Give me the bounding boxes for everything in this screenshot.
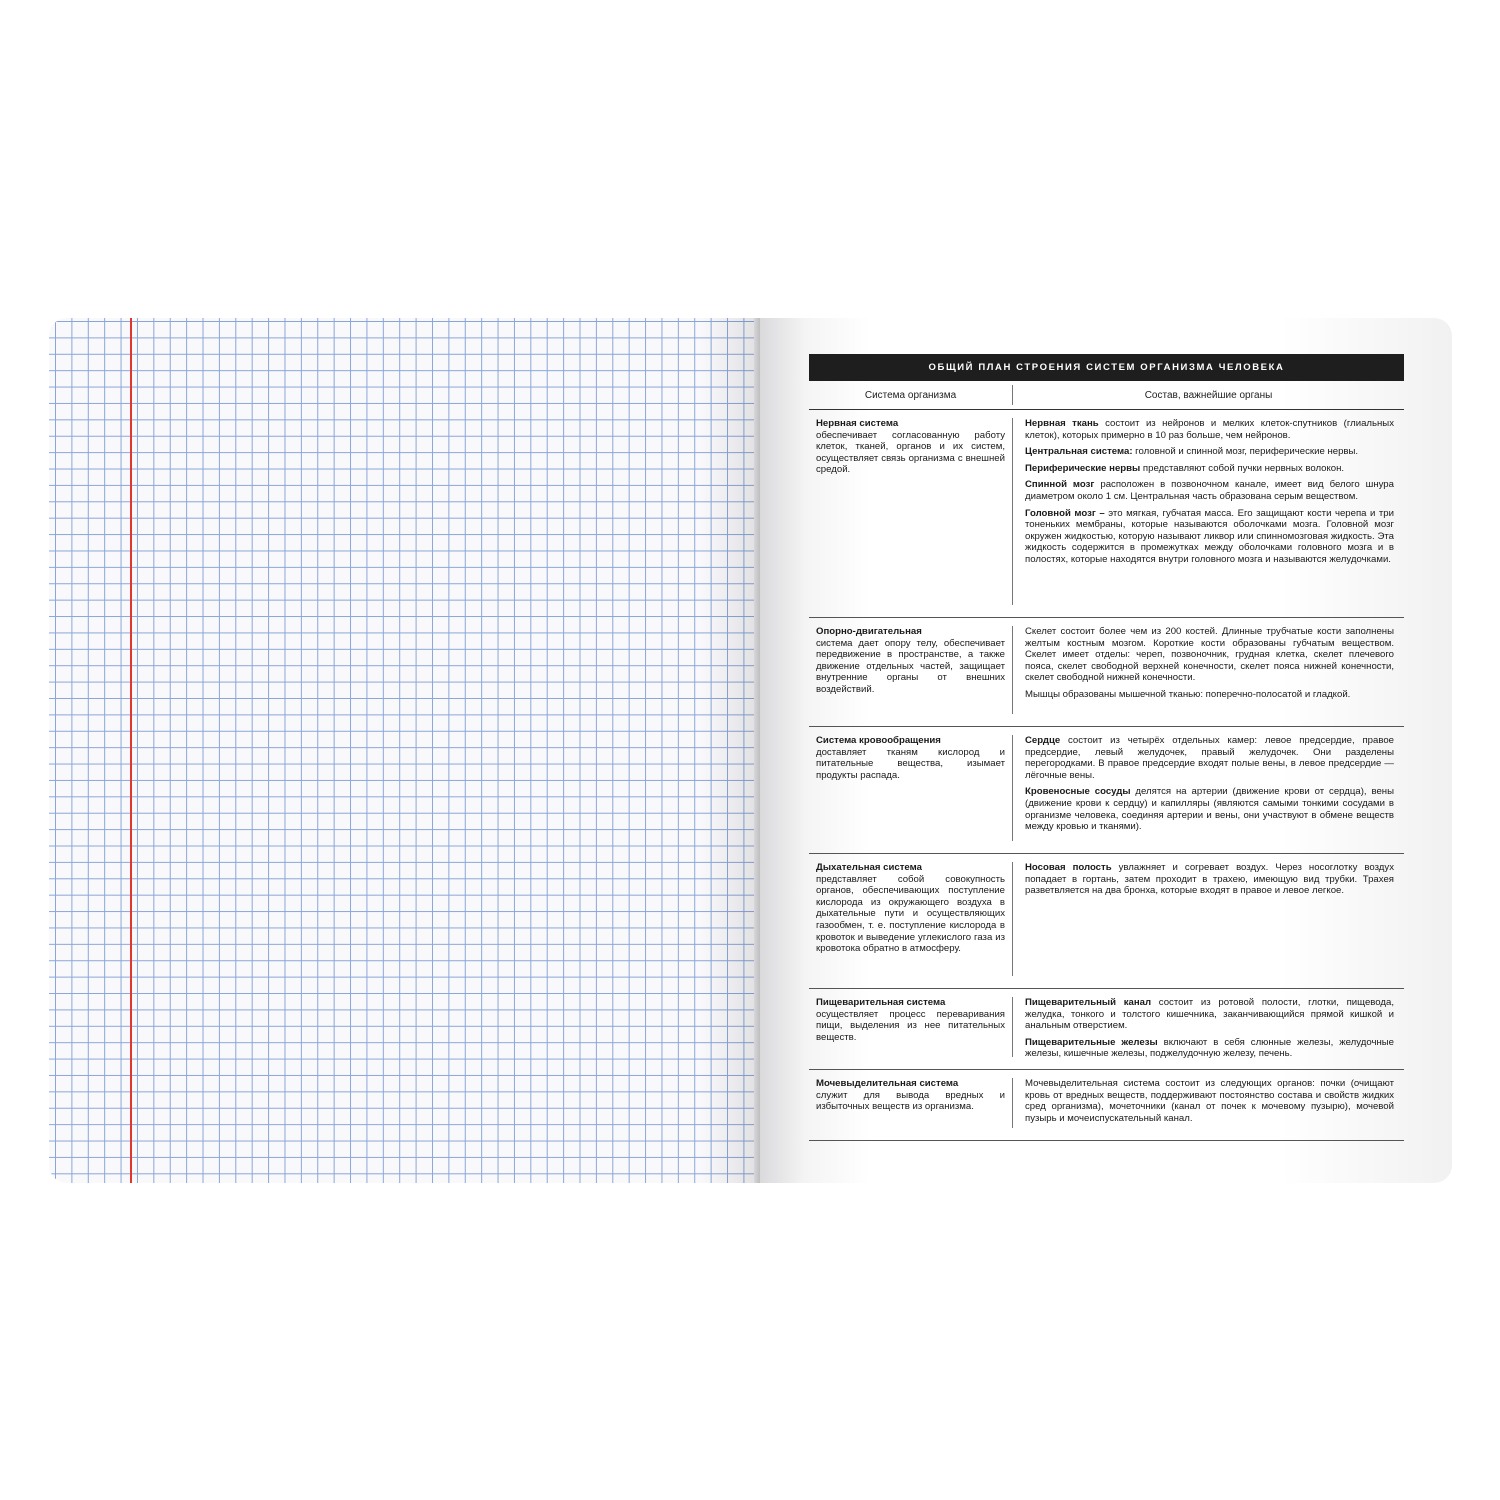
organ-text: головной и спинной мозг, периферические нервы. [1132, 446, 1359, 458]
organ-term: Периферические нервы [1025, 462, 1141, 474]
table-row [809, 727, 1404, 854]
organ-text: увлажняет и согревает воздух. Через носоглотку воздух попадает в гортань, затем проходит в трахею, имеющую вид трубки. Трахея разветвляется на два бронха, которые входят в правое и левое легкое. [1025, 862, 1395, 897]
organ-term: Сердце [1025, 735, 1061, 746]
system-name: Мочевыделительная система [816, 1078, 959, 1089]
system-cell [809, 1070, 1012, 1140]
system-description: обеспечивает согласованную работу клеток, тканей, органов и их систем, осуществляет связь организма с внешней средой. [816, 429, 1005, 476]
organ-term: Спинной мозг [1025, 479, 1095, 491]
composition-cell [1013, 410, 1404, 617]
composition-cell [1013, 854, 1404, 988]
composition-paragraph [1025, 626, 1394, 684]
composition-paragraph [1025, 862, 1394, 897]
composition-paragraph [1025, 786, 1394, 832]
composition-paragraph [1025, 997, 1394, 1032]
system-description: система дает опору телу, обеспечивает передвижение в пространстве, а также движение отдельных частей, защищает внутренние органы от внешних воздействий. [816, 637, 1005, 695]
grid-page [49, 318, 760, 1183]
organ-text: состоит из нейронов и мелких клеток-спутников (глиальных клеток), которых примерно в 10 раз больше, чем нейронов. [1025, 418, 1394, 441]
composition-paragraph [1025, 689, 1394, 701]
organ-term: Пищеварительные железы [1025, 1036, 1158, 1048]
table-body [809, 410, 1404, 1141]
system-description: представляет собой совокупность органов, обеспечивающих поступление кислорода из окружающего воздуха в дыхательные пути и осуществляющих газообмен, т. е. поступление кислорода в кровоток и выведение углекислого газа из кровотока обратно в атмосферу. [816, 873, 1005, 955]
table-row [809, 1070, 1404, 1141]
system-cell [809, 989, 1012, 1069]
system-cell [809, 854, 1012, 988]
system-description: доставляет тканям кислород и питательные вещества, изымает продукты распада. [816, 746, 1005, 781]
system-name: Пищеварительная система [816, 997, 946, 1008]
organ-term: Головной мозг – [1025, 507, 1105, 519]
system-name: Опорно-двигательная [816, 626, 922, 637]
organ-term: Центральная система: [1025, 446, 1133, 458]
organ-text: Мышцы образованы мышечной тканью: поперечно-полосатой и гладкой. [1025, 688, 1351, 700]
table-row [809, 989, 1404, 1070]
system-description: служит для вывода вредных и избыточных веществ из организма. [816, 1089, 1005, 1113]
table-row [809, 410, 1404, 618]
organ-text: это мягкая, губчатая масса. Его защищают кости черепа и три тоненьких мембраны, которые называются оболочками мозга. Головной мозг окружен жидкостью, которую называют ликвор или спинномозговая жидкость. Эта жидкость содержится в промежутках между оболочками головного мозга и в полостях, которые находятся внутри головного мозга и называются желудочками. [1025, 507, 1394, 565]
organ-text: состоит из четырёх отдельных камер: левое предсердие, правое предсердие, левый желудочек, правый желудочек. Они разделены перегородками. В правое предсердие входят полые вены, в левое предсердие — лёгочные вены. [1025, 735, 1394, 781]
composition-paragraph [1025, 1037, 1394, 1060]
system-description: осуществляет процесс переваривания пищи, выделения из нее питательных веществ. [816, 1008, 1005, 1043]
table-header [809, 381, 1404, 410]
margin-line [130, 318, 132, 1183]
composition-cell [1013, 727, 1404, 853]
organ-text: Мочевыделительная система состоит из следующих органов: почки (очищают кровь от вредных веществ, поддерживают постоянство состава и свойств жидких сред организма), мочеточники (канал от почек к мочевому пузырю), мочевой пузырь и мочеиспускательный канал. [1025, 1078, 1394, 1124]
table-title: ОБЩИЙ ПЛАН СТРОЕНИЯ СИСТЕМ ОРГАНИЗМА ЧЕЛОВЕКА [809, 354, 1404, 381]
header-system: Система организма [809, 385, 1013, 405]
composition-paragraph [1025, 1078, 1394, 1124]
organ-term: Пищеварительный канал [1025, 997, 1152, 1008]
organ-text: представляют собой пучки нервных волокон. [1140, 462, 1345, 474]
header-composition: Состав, важнейшие органы [1144, 389, 1273, 401]
composition-paragraph [1025, 735, 1394, 781]
system-name: Нервная система [816, 418, 899, 429]
composition-paragraph [1025, 418, 1394, 441]
composition-paragraph [1025, 479, 1394, 502]
system-name: Система кровообращения [816, 735, 941, 746]
composition-cell [1013, 1070, 1404, 1140]
table-row [809, 618, 1404, 727]
organ-term: Носовая полость [1025, 862, 1112, 873]
system-cell [809, 618, 1012, 726]
organ-term: Кровеносные сосуды [1025, 786, 1131, 798]
page-fold-shadow [700, 318, 760, 1183]
organ-text: Скелет состоит более чем из 200 костей. Длинные трубчатые кости заполнены желтым костным мозгом. Короткие кости образованы губчатым веществом. Скелет имеет отделы: череп, позвоночник, грудная клетка, скелет плечевого пояса, скелет свободной верхней конечности, скелет пояса нижней конечности, скелет свободной нижней конечности. [1025, 626, 1394, 684]
system-name: Дыхательная система [816, 862, 922, 873]
organ-term: Нервная ткань [1025, 418, 1099, 429]
organ-text: делятся на артерии (движение крови от сердца), вены (движение крови к сердцу) и капилляры (являются самыми тонкими сосудами в организме человека, соединяя артерии и вены, они участвуют в обмене веществ между кровью и тканями). [1025, 786, 1394, 833]
table-row [809, 854, 1404, 989]
organ-text: состоит из ротовой полости, глотки, пищевода, желудка, тонкого и толстого кишечника, заканчивающийся прямой кишкой и анальным отверстием. [1025, 997, 1394, 1032]
organ-text: расположен в позвоночном канале, имеет вид белого шнура диаметром около 1 см. Центральная часть образована серым веществом. [1025, 479, 1394, 502]
system-cell [809, 410, 1012, 617]
info-table [809, 354, 1404, 1141]
composition-paragraph [1025, 446, 1394, 458]
composition-cell [1013, 989, 1404, 1069]
composition-paragraph [1025, 463, 1394, 475]
organ-text: включают в себя слюнные железы, желудочные железы, кишечные железы, поджелудочную железу, печень. [1025, 1036, 1394, 1060]
composition-cell [1013, 618, 1404, 726]
system-cell [809, 727, 1012, 853]
composition-paragraph [1025, 508, 1394, 566]
